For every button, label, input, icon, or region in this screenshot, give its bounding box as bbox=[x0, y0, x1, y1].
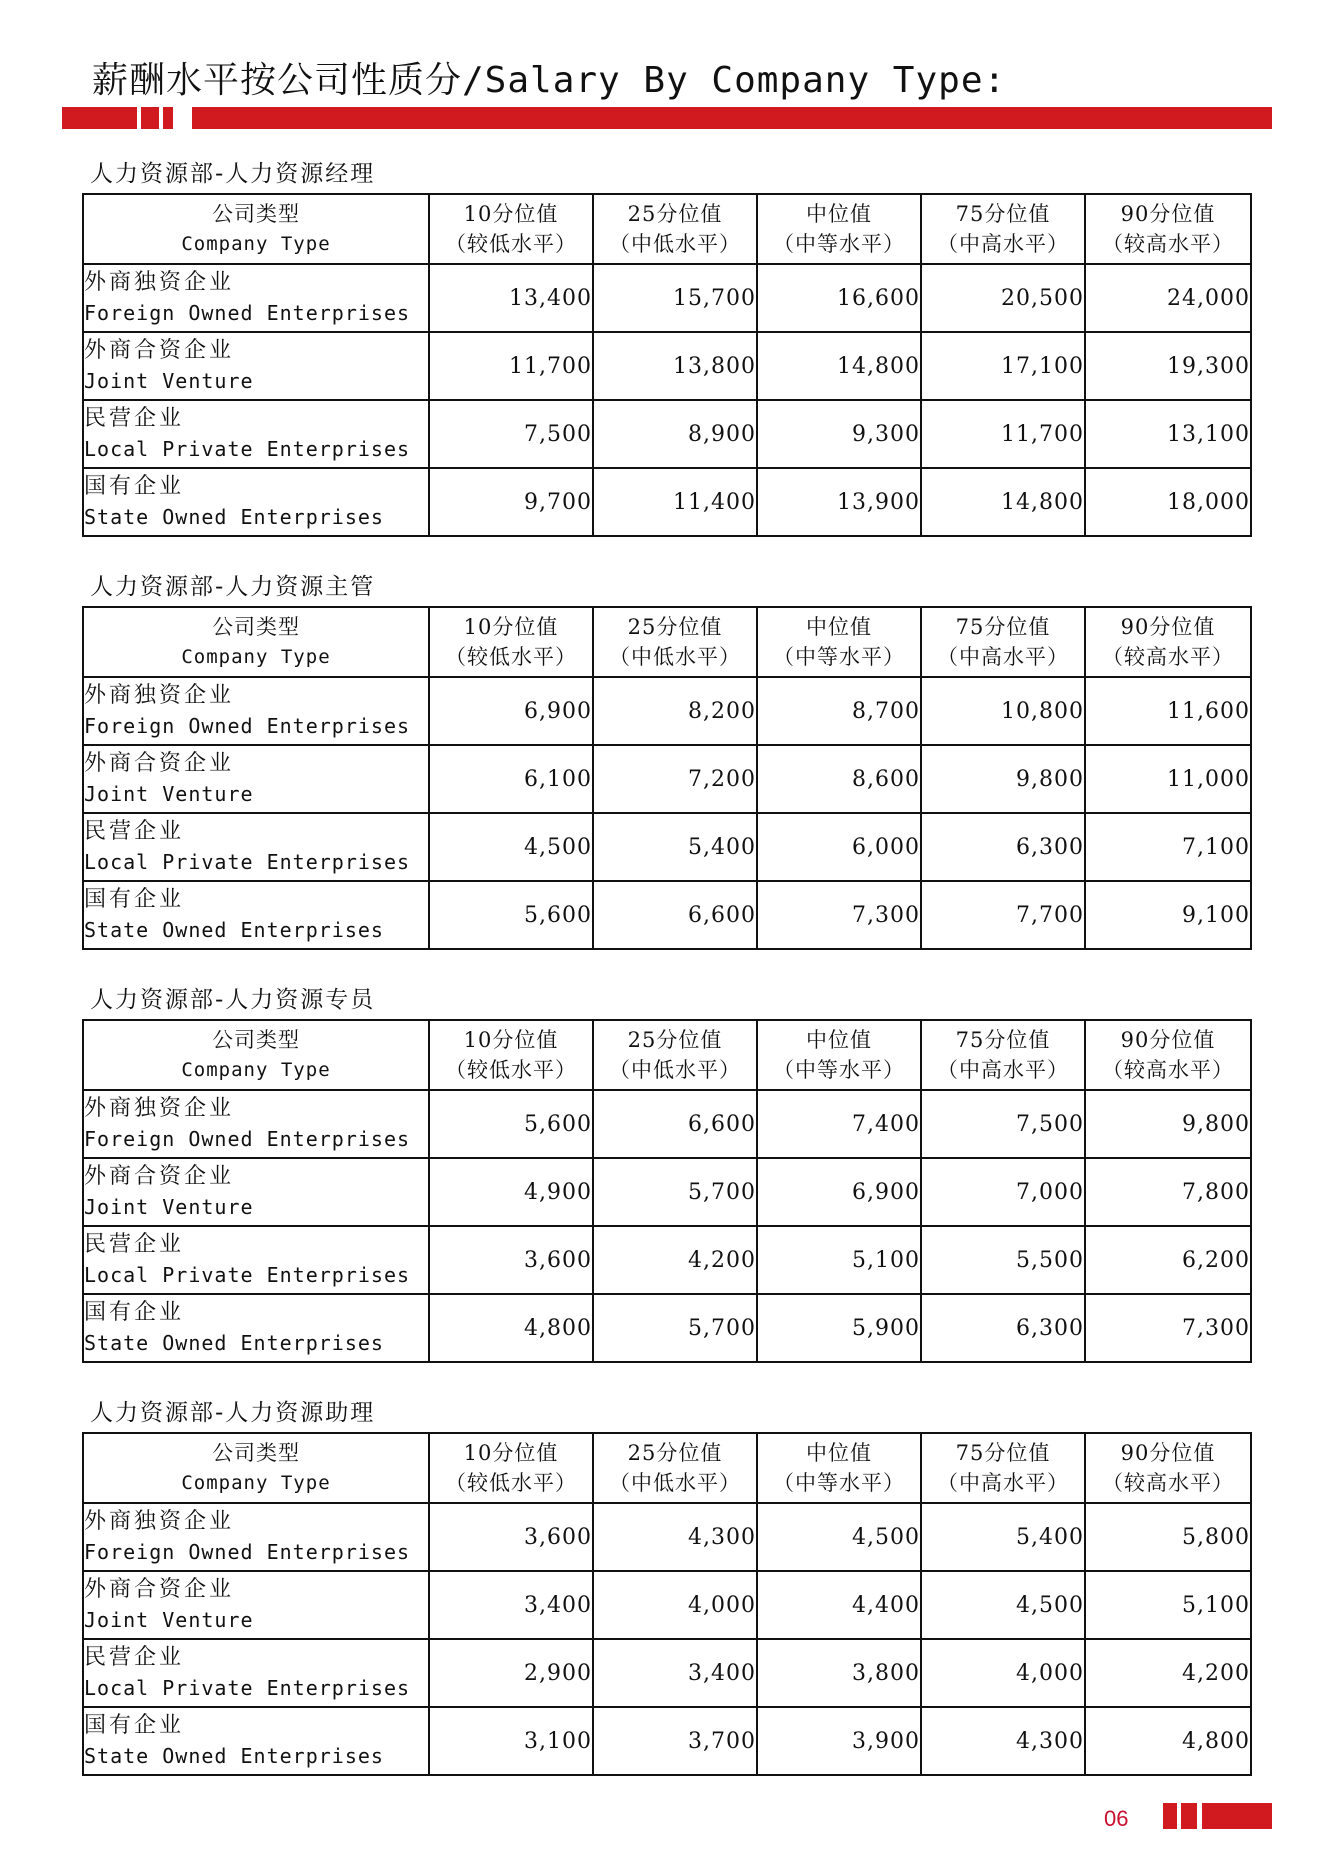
table-header-row bbox=[83, 1433, 1251, 1503]
salary-table bbox=[82, 606, 1252, 950]
salary-value-cell: 3,600 bbox=[429, 1226, 593, 1294]
salary-value-cell: 7,800 bbox=[1085, 1158, 1251, 1226]
percentile-header-level: （中等水平） bbox=[773, 232, 905, 256]
percentile-header-label: 90分位值 bbox=[1120, 1028, 1216, 1052]
salary-value-cell: 13,400 bbox=[429, 264, 593, 332]
company-name-cn: 外商合资企业 bbox=[84, 1164, 235, 1189]
salary-section bbox=[82, 981, 1250, 1363]
percentile-header-level: （较低水平） bbox=[445, 645, 577, 669]
salary-value-cell: 6,900 bbox=[757, 1158, 921, 1226]
company-type-header bbox=[83, 194, 429, 264]
company-type-cell bbox=[83, 400, 429, 468]
salary-value-cell: 11,700 bbox=[921, 400, 1085, 468]
percentile-header bbox=[429, 1020, 593, 1090]
salary-value-cell: 5,700 bbox=[593, 1158, 757, 1226]
percentile-header-level: （较高水平） bbox=[1102, 645, 1234, 669]
percentile-header-label: 10分位值 bbox=[463, 1441, 559, 1465]
company-name-en: Local Private Enterprises bbox=[84, 850, 411, 874]
table-row bbox=[83, 745, 1251, 813]
percentile-header-level: （中高水平） bbox=[937, 1471, 1069, 1495]
percentile-header bbox=[593, 1020, 757, 1090]
percentile-header bbox=[593, 194, 757, 264]
company-name-cn: 外商独资企业 bbox=[84, 1096, 235, 1121]
company-type-cell bbox=[83, 264, 429, 332]
percentile-header-label: 10分位值 bbox=[463, 615, 559, 639]
salary-value-cell: 7,500 bbox=[921, 1090, 1085, 1158]
percentile-header-level: （中高水平） bbox=[937, 645, 1069, 669]
salary-value-cell: 7,500 bbox=[429, 400, 593, 468]
company-type-header bbox=[83, 607, 429, 677]
company-name-cn: 国有企业 bbox=[84, 1713, 185, 1738]
salary-value-cell: 3,100 bbox=[429, 1707, 593, 1775]
percentile-header bbox=[1085, 1020, 1251, 1090]
percentile-header-level: （较高水平） bbox=[1102, 1058, 1234, 1082]
company-type-header-en: Company Type bbox=[181, 1059, 331, 1081]
company-name-cn: 外商合资企业 bbox=[84, 1577, 235, 1602]
company-type-cell bbox=[83, 1226, 429, 1294]
table-row bbox=[83, 677, 1251, 745]
table-row bbox=[83, 1639, 1251, 1707]
percentile-header bbox=[429, 1433, 593, 1503]
company-name-en: Foreign Owned Enterprises bbox=[84, 1127, 411, 1151]
salary-value-cell: 4,400 bbox=[757, 1571, 921, 1639]
percentile-header bbox=[757, 1433, 921, 1503]
percentile-header-level: （中低水平） bbox=[609, 645, 741, 669]
header-bar-segment bbox=[192, 107, 1272, 129]
percentile-header bbox=[921, 1020, 1085, 1090]
company-name-cn: 国有企业 bbox=[84, 474, 185, 499]
page-number: 06 bbox=[1104, 1806, 1129, 1831]
percentile-header-label: 75分位值 bbox=[955, 1028, 1051, 1052]
salary-value-cell: 6,300 bbox=[921, 1294, 1085, 1362]
company-name-cn: 民营企业 bbox=[84, 819, 185, 844]
salary-section bbox=[82, 1394, 1250, 1776]
salary-value-cell: 4,000 bbox=[593, 1571, 757, 1639]
percentile-header bbox=[593, 1433, 757, 1503]
salary-value-cell: 4,000 bbox=[921, 1639, 1085, 1707]
percentile-header bbox=[757, 1020, 921, 1090]
table-header-row bbox=[83, 194, 1251, 264]
salary-value-cell: 4,300 bbox=[593, 1503, 757, 1571]
salary-value-cell: 4,500 bbox=[921, 1571, 1085, 1639]
salary-value-cell: 6,000 bbox=[757, 813, 921, 881]
salary-value-cell: 4,200 bbox=[1085, 1639, 1251, 1707]
table-row bbox=[83, 881, 1251, 949]
company-name-en: Foreign Owned Enterprises bbox=[84, 1540, 411, 1564]
salary-value-cell: 19,300 bbox=[1085, 332, 1251, 400]
table-row bbox=[83, 400, 1251, 468]
section-title: 人力资源部-人力资源经理 bbox=[90, 161, 376, 187]
company-name-en: Joint Venture bbox=[84, 369, 254, 393]
percentile-header-label: 25分位值 bbox=[627, 1441, 723, 1465]
salary-value-cell: 7,200 bbox=[593, 745, 757, 813]
section-title: 人力资源部-人力资源专员 bbox=[90, 987, 376, 1013]
salary-value-cell: 3,900 bbox=[757, 1707, 921, 1775]
salary-value-cell: 4,200 bbox=[593, 1226, 757, 1294]
percentile-header-level: （较高水平） bbox=[1102, 232, 1234, 256]
percentile-header bbox=[757, 607, 921, 677]
salary-table bbox=[82, 1432, 1252, 1776]
percentile-header-level: （中等水平） bbox=[773, 1471, 905, 1495]
percentile-header-label: 75分位值 bbox=[955, 202, 1051, 226]
table-row bbox=[83, 813, 1251, 881]
salary-value-cell: 7,700 bbox=[921, 881, 1085, 949]
salary-value-cell: 4,800 bbox=[1085, 1707, 1251, 1775]
company-name-cn: 外商独资企业 bbox=[84, 270, 235, 295]
company-name-en: Joint Venture bbox=[84, 1195, 254, 1219]
salary-value-cell: 3,700 bbox=[593, 1707, 757, 1775]
table-row bbox=[83, 1158, 1251, 1226]
table-header-row bbox=[83, 607, 1251, 677]
salary-value-cell: 3,400 bbox=[593, 1639, 757, 1707]
footer-bar-segment bbox=[1163, 1803, 1177, 1829]
salary-value-cell: 17,100 bbox=[921, 332, 1085, 400]
percentile-header-level: （中低水平） bbox=[609, 232, 741, 256]
header-bar-segment bbox=[62, 107, 137, 129]
company-name-en: State Owned Enterprises bbox=[84, 1744, 384, 1768]
table-row bbox=[83, 1294, 1251, 1362]
salary-value-cell: 7,300 bbox=[757, 881, 921, 949]
table-row bbox=[83, 264, 1251, 332]
percentile-header-label: 中位值 bbox=[806, 1028, 872, 1052]
company-name-cn: 外商合资企业 bbox=[84, 751, 235, 776]
company-name-en: State Owned Enterprises bbox=[84, 505, 384, 529]
company-name-cn: 民营企业 bbox=[84, 406, 185, 431]
company-name-cn: 外商合资企业 bbox=[84, 338, 235, 363]
header-bar-segment bbox=[163, 107, 173, 129]
header-bar-segment bbox=[141, 107, 159, 129]
percentile-header-label: 75分位值 bbox=[955, 615, 1051, 639]
company-name-cn: 民营企业 bbox=[84, 1645, 185, 1670]
company-type-header-en: Company Type bbox=[181, 233, 331, 255]
salary-value-cell: 8,200 bbox=[593, 677, 757, 745]
salary-value-cell: 9,300 bbox=[757, 400, 921, 468]
salary-value-cell: 13,100 bbox=[1085, 400, 1251, 468]
salary-value-cell: 5,700 bbox=[593, 1294, 757, 1362]
salary-value-cell: 5,400 bbox=[593, 813, 757, 881]
salary-value-cell: 6,600 bbox=[593, 1090, 757, 1158]
salary-value-cell: 14,800 bbox=[921, 468, 1085, 536]
company-type-cell bbox=[83, 677, 429, 745]
percentile-header-level: （较低水平） bbox=[445, 1058, 577, 1082]
table-row bbox=[83, 1090, 1251, 1158]
table-row bbox=[83, 1707, 1251, 1775]
footer-bar-segment bbox=[1202, 1803, 1272, 1829]
percentile-header-level: （中等水平） bbox=[773, 645, 905, 669]
percentile-header bbox=[593, 607, 757, 677]
percentile-header-label: 中位值 bbox=[806, 202, 872, 226]
percentile-header-level: （中高水平） bbox=[937, 1058, 1069, 1082]
company-type-header bbox=[83, 1433, 429, 1503]
table-row bbox=[83, 1503, 1251, 1571]
salary-table bbox=[82, 1019, 1252, 1363]
percentile-header bbox=[429, 194, 593, 264]
salary-value-cell: 5,800 bbox=[1085, 1503, 1251, 1571]
company-type-header-cn: 公司类型 bbox=[212, 615, 300, 639]
table-row bbox=[83, 468, 1251, 536]
company-name-cn: 国有企业 bbox=[84, 1300, 185, 1325]
company-type-header bbox=[83, 1020, 429, 1090]
salary-value-cell: 5,500 bbox=[921, 1226, 1085, 1294]
salary-value-cell: 18,000 bbox=[1085, 468, 1251, 536]
salary-value-cell: 5,600 bbox=[429, 1090, 593, 1158]
salary-value-cell: 4,500 bbox=[757, 1503, 921, 1571]
percentile-header-level: （较高水平） bbox=[1102, 1471, 1234, 1495]
percentile-header bbox=[921, 194, 1085, 264]
percentile-header bbox=[1085, 607, 1251, 677]
company-type-cell bbox=[83, 881, 429, 949]
percentile-header bbox=[1085, 1433, 1251, 1503]
salary-value-cell: 6,100 bbox=[429, 745, 593, 813]
salary-value-cell: 7,400 bbox=[757, 1090, 921, 1158]
salary-value-cell: 9,800 bbox=[921, 745, 1085, 813]
salary-value-cell: 6,900 bbox=[429, 677, 593, 745]
percentile-header-label: 中位值 bbox=[806, 615, 872, 639]
percentile-header-label: 10分位值 bbox=[463, 1028, 559, 1052]
salary-value-cell: 9,700 bbox=[429, 468, 593, 536]
percentile-header-label: 75分位值 bbox=[955, 1441, 1051, 1465]
percentile-header-level: （中等水平） bbox=[773, 1058, 905, 1082]
salary-value-cell: 16,600 bbox=[757, 264, 921, 332]
percentile-header-level: （较低水平） bbox=[445, 232, 577, 256]
salary-value-cell: 5,100 bbox=[757, 1226, 921, 1294]
salary-value-cell: 20,500 bbox=[921, 264, 1085, 332]
salary-value-cell: 8,700 bbox=[757, 677, 921, 745]
company-name-en: State Owned Enterprises bbox=[84, 918, 384, 942]
company-type-cell bbox=[83, 1090, 429, 1158]
company-name-en: Local Private Enterprises bbox=[84, 1263, 411, 1287]
table-header-row bbox=[83, 1020, 1251, 1090]
salary-value-cell: 14,800 bbox=[757, 332, 921, 400]
company-type-cell bbox=[83, 745, 429, 813]
salary-value-cell: 4,800 bbox=[429, 1294, 593, 1362]
company-name-cn: 外商独资企业 bbox=[84, 1509, 235, 1534]
section-title: 人力资源部-人力资源助理 bbox=[90, 1400, 376, 1426]
salary-value-cell: 2,900 bbox=[429, 1639, 593, 1707]
company-name-en: Joint Venture bbox=[84, 782, 254, 806]
section-title: 人力资源部-人力资源主管 bbox=[90, 574, 376, 600]
salary-value-cell: 6,600 bbox=[593, 881, 757, 949]
company-type-header-en: Company Type bbox=[181, 646, 331, 668]
salary-value-cell: 8,600 bbox=[757, 745, 921, 813]
salary-value-cell: 3,800 bbox=[757, 1639, 921, 1707]
percentile-header-label: 25分位值 bbox=[627, 1028, 723, 1052]
salary-value-cell: 11,600 bbox=[1085, 677, 1251, 745]
company-type-header-cn: 公司类型 bbox=[212, 1441, 300, 1465]
salary-value-cell: 24,000 bbox=[1085, 264, 1251, 332]
salary-section bbox=[82, 155, 1250, 537]
salary-value-cell: 4,900 bbox=[429, 1158, 593, 1226]
company-type-header-en: Company Type bbox=[181, 1472, 331, 1494]
table-row bbox=[83, 1571, 1251, 1639]
salary-value-cell: 5,100 bbox=[1085, 1571, 1251, 1639]
company-name-en: State Owned Enterprises bbox=[84, 1331, 384, 1355]
percentile-header bbox=[921, 607, 1085, 677]
company-type-cell bbox=[83, 468, 429, 536]
percentile-header-level: （中低水平） bbox=[609, 1058, 741, 1082]
percentile-header bbox=[921, 1433, 1085, 1503]
company-name-en: Joint Venture bbox=[84, 1608, 254, 1632]
salary-value-cell: 11,400 bbox=[593, 468, 757, 536]
salary-value-cell: 11,000 bbox=[1085, 745, 1251, 813]
company-type-cell bbox=[83, 332, 429, 400]
salary-value-cell: 3,600 bbox=[429, 1503, 593, 1571]
percentile-header-label: 25分位值 bbox=[627, 615, 723, 639]
salary-table bbox=[82, 193, 1252, 537]
salary-value-cell: 9,800 bbox=[1085, 1090, 1251, 1158]
company-type-cell bbox=[83, 1707, 429, 1775]
percentile-header-label: 中位值 bbox=[806, 1441, 872, 1465]
footer-bar-segment bbox=[1181, 1803, 1197, 1829]
table-row bbox=[83, 1226, 1251, 1294]
percentile-header-label: 90分位值 bbox=[1120, 1441, 1216, 1465]
salary-value-cell: 5,600 bbox=[429, 881, 593, 949]
table-row bbox=[83, 332, 1251, 400]
salary-value-cell: 13,800 bbox=[593, 332, 757, 400]
company-type-header-cn: 公司类型 bbox=[212, 1028, 300, 1052]
percentile-header bbox=[1085, 194, 1251, 264]
company-type-cell bbox=[83, 1571, 429, 1639]
salary-value-cell: 4,300 bbox=[921, 1707, 1085, 1775]
salary-value-cell: 11,700 bbox=[429, 332, 593, 400]
percentile-header bbox=[757, 194, 921, 264]
salary-value-cell: 10,800 bbox=[921, 677, 1085, 745]
salary-value-cell: 7,300 bbox=[1085, 1294, 1251, 1362]
company-type-cell bbox=[83, 1158, 429, 1226]
salary-value-cell: 13,900 bbox=[757, 468, 921, 536]
percentile-header-level: （中高水平） bbox=[937, 232, 1069, 256]
salary-value-cell: 3,400 bbox=[429, 1571, 593, 1639]
salary-value-cell: 8,900 bbox=[593, 400, 757, 468]
company-name-en: Local Private Enterprises bbox=[84, 1676, 411, 1700]
company-type-cell bbox=[83, 1503, 429, 1571]
percentile-header-label: 25分位值 bbox=[627, 202, 723, 226]
salary-value-cell: 6,200 bbox=[1085, 1226, 1251, 1294]
percentile-header-label: 90分位值 bbox=[1120, 202, 1216, 226]
company-name-en: Foreign Owned Enterprises bbox=[84, 301, 411, 325]
company-name-en: Local Private Enterprises bbox=[84, 437, 411, 461]
percentile-header-level: （较低水平） bbox=[445, 1471, 577, 1495]
company-type-header-cn: 公司类型 bbox=[212, 202, 300, 226]
company-name-cn: 国有企业 bbox=[84, 887, 185, 912]
percentile-header-label: 10分位值 bbox=[463, 202, 559, 226]
percentile-header-label: 90分位值 bbox=[1120, 615, 1216, 639]
company-type-cell bbox=[83, 1294, 429, 1362]
company-name-cn: 外商独资企业 bbox=[84, 683, 235, 708]
salary-value-cell: 6,300 bbox=[921, 813, 1085, 881]
salary-value-cell: 7,000 bbox=[921, 1158, 1085, 1226]
percentile-header bbox=[429, 607, 593, 677]
company-type-cell bbox=[83, 813, 429, 881]
company-name-cn: 民营企业 bbox=[84, 1232, 185, 1257]
company-name-en: Foreign Owned Enterprises bbox=[84, 714, 411, 738]
salary-value-cell: 7,100 bbox=[1085, 813, 1251, 881]
salary-section bbox=[82, 568, 1250, 950]
salary-value-cell: 15,700 bbox=[593, 264, 757, 332]
salary-value-cell: 5,900 bbox=[757, 1294, 921, 1362]
percentile-header-level: （中低水平） bbox=[609, 1471, 741, 1495]
company-type-cell bbox=[83, 1639, 429, 1707]
salary-value-cell: 9,100 bbox=[1085, 881, 1251, 949]
salary-value-cell: 5,400 bbox=[921, 1503, 1085, 1571]
salary-value-cell: 4,500 bbox=[429, 813, 593, 881]
page-title: 薪酬水平按公司性质分/Salary By Company Type: bbox=[92, 60, 1007, 101]
